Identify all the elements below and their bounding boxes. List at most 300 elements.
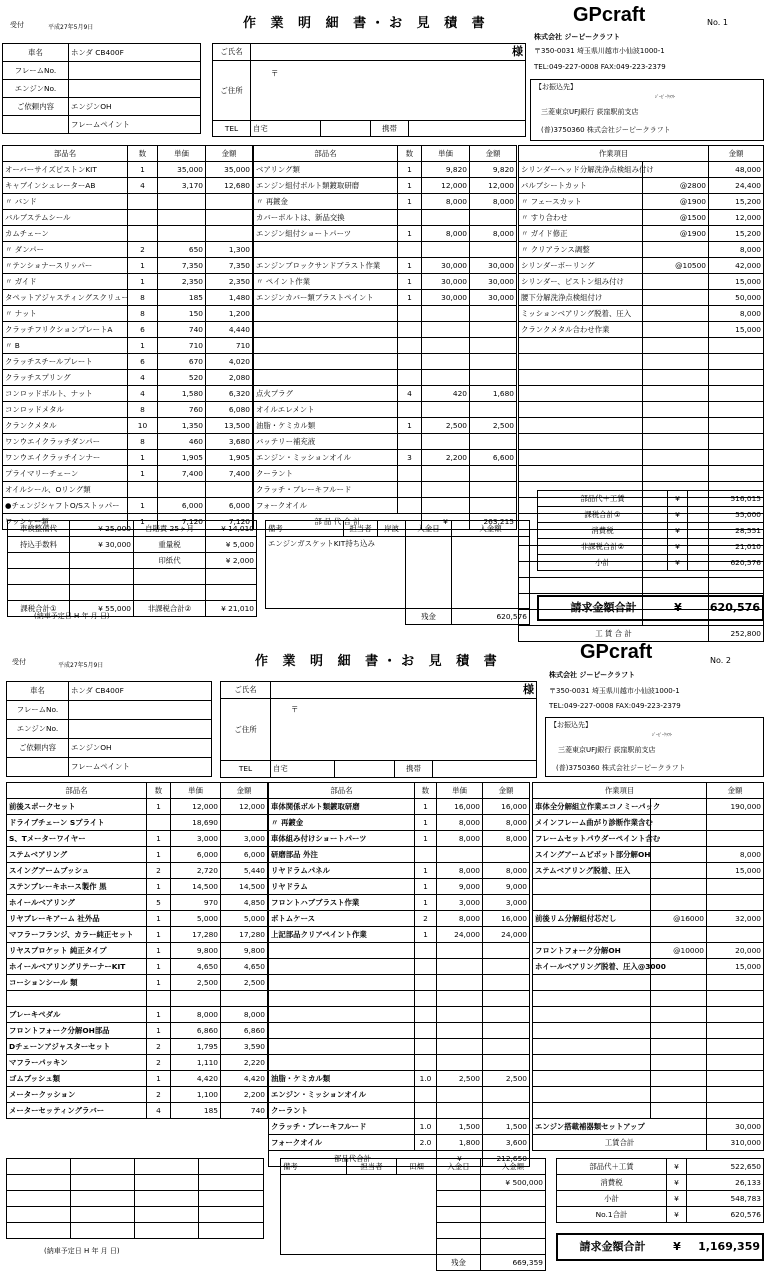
table-cell: 1,300 [206, 242, 253, 258]
table-cell: 12,000 [221, 799, 268, 815]
table-row [7, 1007, 268, 1023]
table-cell: 1,800 [437, 1135, 483, 1151]
table-cell [415, 1055, 437, 1071]
grand-total-label: 請求金額合計 [538, 596, 668, 620]
table-cell: 9,800 [171, 943, 221, 959]
table-cell [470, 338, 517, 354]
table-cell: 2 [128, 242, 158, 258]
table-cell [128, 226, 158, 242]
table-cell: 1 [415, 831, 437, 847]
info-value: フレームペイント [69, 758, 212, 777]
table-cell: 1,580 [158, 386, 206, 402]
table-cell: オーバーサイズピストンKIT [3, 162, 128, 178]
table-cell: 8,000 [470, 194, 517, 210]
table-cell: 腰下分解洗浄点検組付け [519, 290, 643, 306]
table-cell: 油脂・ケミカル類 [254, 418, 398, 434]
summary-table [537, 490, 764, 571]
table-cell: 2,200 [221, 1087, 268, 1103]
table-row [519, 450, 764, 466]
table-cell: 6,000 [221, 847, 268, 863]
info-value [69, 62, 201, 80]
table-row [8, 585, 257, 601]
table-row [533, 863, 764, 879]
table-row [519, 290, 764, 306]
table-cell: 研磨部品 外注 [269, 847, 415, 863]
table-cell: 8 [128, 434, 158, 450]
table-cell: 8,000 [437, 911, 483, 927]
table-row [3, 418, 253, 434]
col-header: 数 [147, 783, 171, 799]
table-cell [643, 370, 709, 386]
table-cell: 1 [398, 162, 422, 178]
table-cell: 非課税合計② [134, 601, 206, 617]
table-cell: 4,420 [171, 1071, 221, 1087]
table-cell [437, 959, 483, 975]
table-cell: バルブシートカット [519, 178, 643, 194]
table-row [533, 927, 764, 943]
table-cell: 〃 ナット [3, 306, 128, 322]
col-header: 金額 [483, 783, 530, 799]
col-header: 金額 [470, 146, 517, 162]
table-cell: 印紙代 [134, 553, 206, 569]
sheet-number: No. 2 [710, 656, 731, 665]
table-cell: 24,400 [709, 178, 764, 194]
table-cell [128, 482, 158, 498]
table-row [533, 1007, 764, 1023]
table-cell: 548,783 [687, 1191, 764, 1207]
table-row [519, 434, 764, 450]
table-cell: ホイールベアリング脱着、圧入@3000 [533, 959, 651, 975]
table-cell: 1,350 [158, 418, 206, 434]
balance: 669,359 [481, 1255, 546, 1271]
staff-name: 田畑 [397, 1159, 437, 1175]
table-cell: シリンダー、ピストン組み付け [519, 274, 643, 290]
table-cell [422, 402, 470, 418]
table-cell [651, 1007, 707, 1023]
table-cell: ワンウエイクラッチインナー [3, 450, 128, 466]
col-header: 部品名 [269, 783, 415, 799]
table-cell: 15,000 [709, 322, 764, 338]
table-cell: 1 [415, 863, 437, 879]
table-cell [707, 1023, 764, 1039]
table-cell [422, 354, 470, 370]
table-cell: ワッシャー類 [3, 514, 128, 530]
table-cell: ブレーキペダル [7, 1007, 147, 1023]
table-row [254, 290, 517, 306]
table-cell [415, 847, 437, 863]
table-cell [519, 578, 643, 594]
table-cell: 24,000 [483, 927, 530, 943]
table-cell: 460 [158, 434, 206, 450]
table-row [3, 274, 253, 290]
table-row: 非課税合計② ¥ 21,010 [538, 539, 764, 555]
table-cell [206, 569, 257, 585]
table-cell: 6,000 [206, 498, 253, 514]
table-cell: ¥ 21,010 [206, 601, 257, 617]
table-cell: 自賠責 25ヶ月 [134, 521, 206, 537]
table-cell: @1900 [643, 194, 709, 210]
table-row [8, 537, 257, 553]
table-cell [707, 815, 764, 831]
table-cell [70, 585, 134, 601]
table-cell [269, 1055, 415, 1071]
table-cell [269, 975, 415, 991]
table-cell: 課税合計① [8, 601, 70, 617]
table-cell: 12,000 [709, 210, 764, 226]
table-cell: 8,000 [483, 815, 530, 831]
table-row [3, 498, 253, 514]
table-cell: 2 [147, 1055, 171, 1071]
table-cell [533, 975, 651, 991]
col-header: 金額 [206, 146, 253, 162]
table-cell [533, 927, 651, 943]
table-cell [519, 450, 643, 466]
table-cell [422, 434, 470, 450]
table-cell: クラッチ・ブレーキフルード [254, 482, 398, 498]
table-cell: ¥ 25,000 [70, 521, 134, 537]
deposit-label: 入金額 [452, 521, 530, 537]
table-cell [398, 354, 422, 370]
grand-total: 1,169,359 [687, 1234, 763, 1260]
staff-label: 担当者 [347, 1159, 397, 1175]
labor-total: 310,000 [707, 1135, 764, 1151]
table-cell [437, 991, 483, 1007]
table-cell: スイングアームブッシュ [7, 863, 147, 879]
table-row [269, 927, 530, 943]
table-cell: 2,500 [171, 975, 221, 991]
table-cell [128, 210, 158, 226]
home-label: 自宅 [251, 121, 321, 137]
table-cell: 1 [415, 927, 437, 943]
table-row: 小計 ¥ 620,576 [538, 555, 764, 571]
table-cell: 〃 再鍍金 [269, 815, 415, 831]
table-cell [651, 879, 707, 895]
table-cell: 6,000 [171, 847, 221, 863]
company-logo: GPcraft [573, 4, 646, 26]
table-row [7, 927, 268, 943]
table-cell: ゴムブッシュ類 [7, 1071, 147, 1087]
table-cell: 17,280 [171, 927, 221, 943]
table-cell: 9,800 [221, 943, 268, 959]
table-cell [470, 354, 517, 370]
table-cell: 1 [147, 879, 171, 895]
table-cell: 重量税 [134, 537, 206, 553]
table-cell [398, 466, 422, 482]
table-cell [709, 338, 764, 354]
company-name: 株式会社 ジーピークラフト [549, 671, 636, 679]
info-label [7, 758, 69, 777]
col-header: 単価 [158, 146, 206, 162]
table-cell: 〃 ペイント作業 [254, 274, 398, 290]
table-cell: 2,500 [437, 1071, 483, 1087]
table-cell: 1 [415, 895, 437, 911]
table-cell: 前後スポークセット [7, 799, 147, 815]
table-cell [643, 354, 709, 370]
address-label: ご住所 [221, 699, 271, 761]
table-cell [470, 482, 517, 498]
table-cell: 2,500 [470, 418, 517, 434]
table-row [3, 178, 253, 194]
table-cell [709, 434, 764, 450]
table-row [3, 338, 253, 354]
table-cell: 車検整備代 [8, 521, 70, 537]
table-cell: ●チェンジシャフトO/Sストッパー [3, 498, 128, 514]
work-amount: 30,000 [707, 1119, 764, 1135]
table-cell [422, 498, 470, 514]
table-cell [643, 338, 709, 354]
table-cell: 3 [398, 450, 422, 466]
address-label: ご住所 [213, 61, 251, 121]
table-cell: 8 [128, 402, 158, 418]
table-cell: フォークオイル [254, 498, 398, 514]
table-cell [398, 434, 422, 450]
table-cell: 4 [398, 386, 422, 402]
table-row [7, 1087, 268, 1103]
table-cell [147, 991, 171, 1007]
table-cell: フロントフォーク分解OH部品 [7, 1023, 147, 1039]
table-cell [519, 338, 643, 354]
table-cell: 2,220 [221, 1055, 268, 1071]
table-row [519, 306, 764, 322]
summary-rows [557, 1159, 764, 1223]
table-cell [643, 274, 709, 290]
table-row [7, 799, 268, 815]
table-row [7, 815, 268, 831]
mobile-field[interactable] [409, 121, 526, 137]
table-row [254, 274, 517, 290]
table-cell: 15,200 [709, 194, 764, 210]
table-cell: 〃 フェースカット [519, 194, 643, 210]
table-cell: 3,590 [221, 1039, 268, 1055]
table-cell: 〃 再鍍金 [254, 194, 398, 210]
receipt-date: 平成27年5月9日 [58, 662, 104, 669]
parts-rows [254, 162, 517, 514]
table-cell: 1 [128, 514, 158, 530]
table-cell [398, 482, 422, 498]
table-cell: @1900 [643, 226, 709, 242]
table-cell: 8,000 [470, 226, 517, 242]
col-header: 部品名 [7, 783, 147, 799]
table-cell: 620,576 [687, 1207, 764, 1223]
table-cell: タペットアジャスティングスクリュー [3, 290, 128, 306]
table-cell [398, 210, 422, 226]
table-cell: クラッチフリクションプレートA [3, 322, 128, 338]
table-cell: ボトムケース [269, 911, 415, 927]
table-cell [437, 1039, 483, 1055]
remarks-table [265, 520, 530, 625]
table-cell: 30,000 [422, 274, 470, 290]
table-row [533, 831, 764, 847]
table-cell: 1 [147, 1023, 171, 1039]
table-cell [643, 322, 709, 338]
table-cell: 6,600 [470, 450, 517, 466]
table-cell [415, 975, 437, 991]
parts-rows [269, 799, 530, 1151]
table-cell [269, 943, 415, 959]
table-cell: 9,000 [483, 879, 530, 895]
table-row [533, 1039, 764, 1055]
table-row [8, 521, 257, 537]
table-cell [254, 306, 398, 322]
table-cell: 1,905 [158, 450, 206, 466]
table-row [3, 466, 253, 482]
table-cell [533, 1055, 651, 1071]
table-cell: 30,000 [470, 290, 517, 306]
address-field[interactable]: 〒 [271, 699, 537, 761]
table-cell: 8 [128, 306, 158, 322]
table-cell: 4 [128, 178, 158, 194]
table-row [519, 370, 764, 386]
table-row [3, 402, 253, 418]
table-row [7, 1071, 268, 1087]
table-cell: 970 [171, 895, 221, 911]
table-row [7, 975, 268, 991]
table-cell: ミッションベアリング脱着、圧入 [519, 306, 643, 322]
table-cell: 1,795 [171, 1039, 221, 1055]
table-cell [7, 991, 147, 1007]
table-cell: 8,000 [483, 831, 530, 847]
table-cell: 1,480 [206, 290, 253, 306]
table-row [533, 1103, 764, 1119]
table-cell: 1 [398, 418, 422, 434]
name-label: ご氏名 [221, 682, 271, 699]
remarks-note[interactable]: エンジンガスケットKIT持ち込み [266, 537, 406, 609]
table-row [3, 258, 253, 274]
table-cell: 1,680 [470, 386, 517, 402]
table-cell: 6,320 [206, 386, 253, 402]
table-cell [707, 975, 764, 991]
bank-account: (普)3750360 株式会社ジーピークラフト [556, 764, 686, 772]
table-cell [470, 370, 517, 386]
table-row [533, 815, 764, 831]
table-row [533, 799, 764, 815]
remarks-label: 備考 [266, 521, 344, 537]
table-cell [709, 418, 764, 434]
table-cell [422, 370, 470, 386]
table-cell: 14,500 [171, 879, 221, 895]
table-cell: 2,080 [206, 370, 253, 386]
table-cell: 35,000 [158, 162, 206, 178]
table-cell: 油脂・ケミカル類 [269, 1071, 415, 1087]
delivery-date: (納車予定日 H 年 月 日) [34, 612, 110, 620]
table-row [533, 991, 764, 1007]
table-cell [709, 386, 764, 402]
name-field[interactable]: 様 [271, 682, 537, 699]
info-label: エンジンNo. [3, 80, 69, 98]
table-cell: リヤドラム [269, 879, 415, 895]
company-address: 〒350-0031 埼玉県川越市小仙波1000-1 [549, 687, 680, 695]
table-cell: 9,820 [470, 162, 517, 178]
table-cell: 1 [147, 975, 171, 991]
table-cell [415, 1087, 437, 1103]
table-cell [643, 306, 709, 322]
table-cell: 15,000 [709, 274, 764, 290]
remarks-note[interactable] [281, 1175, 437, 1255]
grand-total: 620,576 [688, 596, 763, 620]
table-cell: エンジン・ミッションオイル [254, 450, 398, 466]
table-cell: 18,690 [171, 815, 221, 831]
table-cell: 4 [128, 386, 158, 402]
table-cell: オイルエレメント [254, 402, 398, 418]
table-cell: 4,650 [171, 959, 221, 975]
table-row [254, 226, 517, 242]
table-row: 小計 ¥ 548,783 [557, 1191, 764, 1207]
table-cell: 15,000 [707, 863, 764, 879]
table-cell: 8,000 [171, 1007, 221, 1023]
page-title: 作 業 明 細 書・お 見 積 書 [255, 654, 502, 669]
parts-total: 263,215 [470, 514, 517, 530]
receipt-label: 受付 [10, 21, 24, 29]
table-cell: 15,000 [707, 959, 764, 975]
name-field[interactable]: 様 [251, 44, 526, 61]
table-cell: エンジン・ミッションオイル [269, 1087, 415, 1103]
table-cell [437, 1103, 483, 1119]
table-row [519, 354, 764, 370]
table-row [519, 258, 764, 274]
home-tel-field[interactable] [335, 761, 395, 778]
grand-total-table: 請求金額合計 ¥ 1,169,359 [556, 1233, 764, 1261]
table-cell: 6,000 [158, 498, 206, 514]
table-row [3, 434, 253, 450]
table-cell: 1 [415, 879, 437, 895]
parts-total-label: 部 品 代 合 計 [254, 514, 422, 530]
table-cell [415, 943, 437, 959]
table-cell: 30,000 [422, 258, 470, 274]
table-cell: リヤドラムパネル [269, 863, 415, 879]
table-cell: シリンダーヘッド分解洗浄点検組み付け [519, 162, 643, 178]
col-header: 金額 [221, 783, 268, 799]
table-cell: フォークオイル [269, 1135, 415, 1151]
table-cell: 小計 [538, 555, 668, 571]
table-row [533, 975, 764, 991]
table-row [254, 178, 517, 194]
table-cell [254, 242, 398, 258]
table-cell: 3,000 [171, 831, 221, 847]
table-row [254, 402, 517, 418]
table-cell: 4 [147, 1103, 171, 1119]
info-value: ホンダ CB400F [69, 682, 212, 701]
bank-label: 【お振込先】 [535, 83, 577, 91]
table-cell: 30,000 [470, 274, 517, 290]
table-cell: 650 [158, 242, 206, 258]
table-cell: 16,000 [483, 799, 530, 815]
home-tel-field[interactable] [321, 121, 371, 137]
table-cell: ¥ 55,000 [70, 601, 134, 617]
table-cell: 5,440 [221, 863, 268, 879]
table-row [7, 1023, 268, 1039]
table-cell [269, 991, 415, 1007]
table-cell [470, 210, 517, 226]
mobile-field[interactable] [433, 761, 537, 778]
address-field[interactable]: 〒 [251, 61, 526, 121]
table-cell: コンロッドボルト、ナット [3, 386, 128, 402]
table-cell [206, 226, 253, 242]
table-cell [437, 1087, 483, 1103]
table-cell: エンジンブロックサンドブラスト作業 [254, 258, 398, 274]
info-value: エンジンOH [69, 98, 201, 116]
table-cell [643, 386, 709, 402]
table-cell [70, 553, 134, 569]
table-cell: 1 [398, 290, 422, 306]
table-row [254, 258, 517, 274]
delivery-date: (納車予定日 H 年 月 日) [44, 1247, 120, 1255]
table-cell: クランクメタル合わせ作業 [519, 322, 643, 338]
table-cell: 1 [147, 831, 171, 847]
table-cell: 55,000 [688, 507, 764, 523]
table-cell [437, 1023, 483, 1039]
table-row [269, 895, 530, 911]
table-cell: 1 [147, 799, 171, 815]
